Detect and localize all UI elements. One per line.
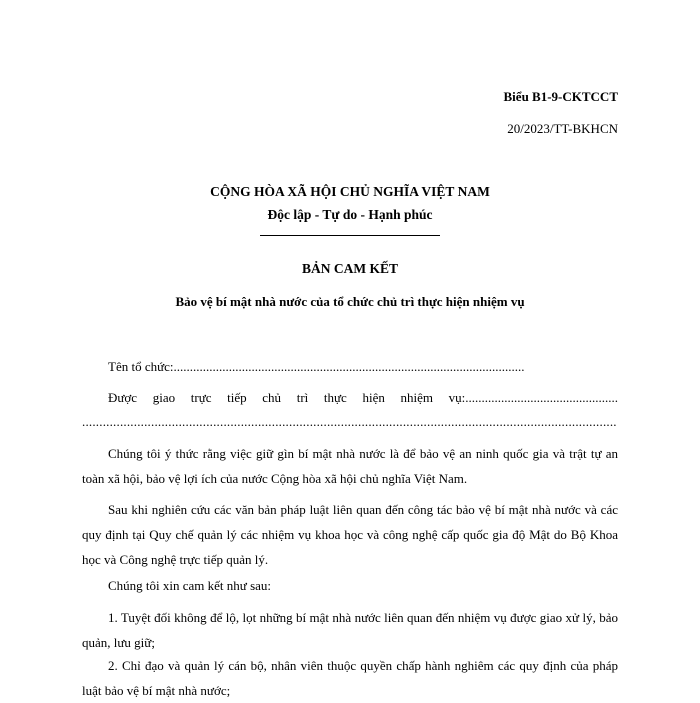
motto-underline <box>260 235 440 236</box>
assigned-task-field: Được giao trực tiếp chủ trì thực hiện nhiệm vụ:............................................... <box>108 390 618 405</box>
paragraph-research: Sau khi nghiên cứu các văn bản pháp luật liên quan đến công tác bảo vệ bí mật nhà nước và các quy định tại Quy chế quản lý các nhiệm vụ khoa học và công nghệ cấp quốc gia độ Mật do Bộ Khoa học và Công nghệ trực tiếp quản lý. <box>82 502 618 567</box>
document-subtitle: Bảo vệ bí mật nhà nước của tổ chức chủ trì thực hiện nhiệm vụ <box>175 294 525 309</box>
national-motto: Độc lập - Tự do - Hạnh phúc <box>267 207 433 222</box>
commitment-item-2: 2. Chỉ đạo và quản lý cán bộ, nhân viên thuộc quyền chấp hành nghiêm các quy định của pháp luật bảo vệ bí mật nhà nước; <box>82 658 618 698</box>
form-code: Biểu B1-9-CKTCCT <box>503 89 618 104</box>
organization-name-field: Tên tổ chức:............................................................................................................ <box>108 359 525 374</box>
national-title: CỘNG HÒA XÃ HỘI CHỦ NGHĨA VIỆT NAM <box>210 184 490 199</box>
circular-number: 20/2023/TT-BKHCN <box>507 121 618 136</box>
assigned-task-continuation: ........................................................................................................................................................... <box>82 414 617 429</box>
commitment-item-1: 1. Tuyệt đối không để lộ, lọt những bí mật nhà nước liên quan đến nhiệm vụ được giao xử lý, bảo quản, lưu giữ; <box>82 610 618 650</box>
paragraph-commitment-intro: Chúng tôi xin cam kết như sau: <box>108 578 272 593</box>
document-title: BẢN CAM KẾT <box>301 261 398 276</box>
paragraph-awareness: Chúng tôi ý thức rằng việc giữ gìn bí mật nhà nước là để bảo vệ an ninh quốc gia và trật tự an toàn xã hội, bảo vệ lợi ích của nước Cộng hòa xã hội chủ nghĩa Việt Nam. <box>82 446 618 486</box>
